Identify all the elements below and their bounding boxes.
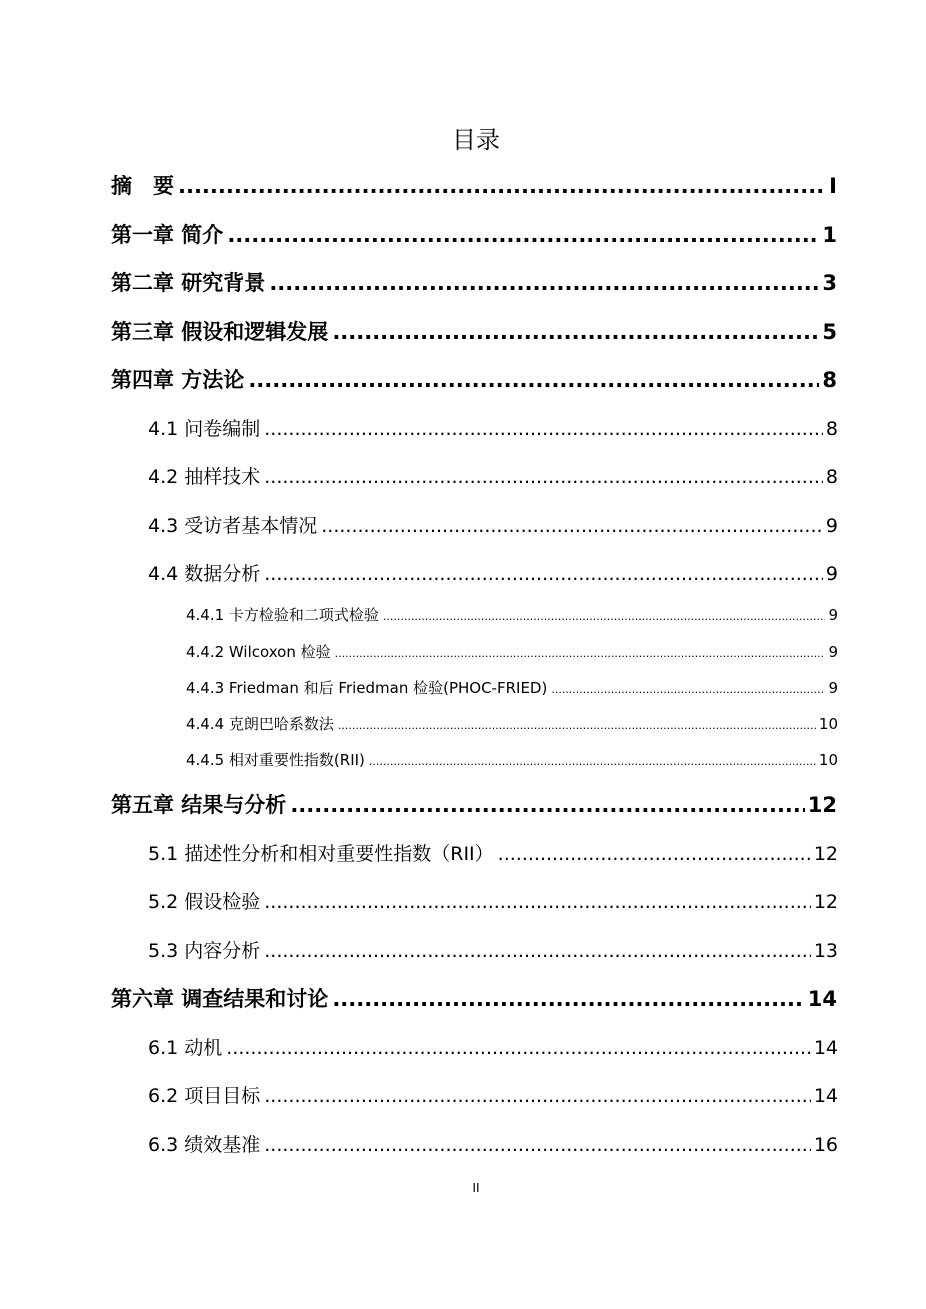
toc-entry-section-4-4-4[interactable] [186, 713, 838, 734]
toc-entry-section-4-3[interactable] [148, 511, 838, 538]
toc-leader-dots [269, 271, 819, 295]
toc-entry-label: 4.3 受访者基本情况 [148, 515, 318, 537]
toc-entry-page: 9 [828, 643, 838, 661]
toc-entry-label: 4.4.1 卡方检验和二项式检验 [186, 606, 379, 624]
toc-entry-label: 5.3 内容分析 [148, 940, 261, 962]
toc-entry-chapter-4[interactable] [111, 364, 837, 394]
toc-entry-label: 第五章 结果与分析 [111, 793, 287, 817]
toc-entry-page: 5 [822, 320, 837, 344]
toc-entry-page: 12 [813, 843, 838, 865]
toc-leader-dots [264, 1134, 811, 1156]
toc-entry-label: 4.4 数据分析 [148, 563, 261, 585]
toc-entry-section-4-4[interactable] [148, 559, 838, 586]
toc-leader-dots [248, 368, 819, 392]
toc-entry-label: 4.4.2 Wilcoxon 检验 [186, 643, 331, 661]
toc-entry-page: 8 [825, 466, 838, 488]
toc-leader-dots [264, 1085, 811, 1107]
toc-entry-label: 5.1 描述性分析和相对重要性指数（RII） [148, 843, 494, 865]
toc-leader-dots [264, 940, 811, 962]
toc-leader-dots [264, 466, 823, 488]
toc-leader-dots [332, 320, 819, 344]
toc-entry-page: 9 [825, 563, 838, 585]
toc-entry-page: 8 [822, 368, 837, 392]
toc-entry-section-4-1[interactable] [148, 414, 838, 441]
toc-entry-section-4-4-5[interactable] [186, 749, 838, 770]
toc-entry-page: 14 [807, 987, 837, 1011]
toc-entry-label: 4.2 抽样技术 [148, 466, 261, 488]
toc-entry-abstract[interactable] [111, 170, 837, 200]
toc-entry-label: 摘 要 [111, 174, 174, 198]
toc-entry-page: 16 [813, 1134, 838, 1156]
toc-leader-dots [290, 793, 804, 817]
toc-entry-chapter-2[interactable] [111, 267, 837, 297]
toc-leader-dots [226, 1037, 811, 1059]
toc-entry-section-6-2[interactable] [148, 1081, 838, 1108]
toc-leader-dots [551, 683, 825, 696]
toc-leader-dots [227, 223, 819, 247]
toc-entry-page: I [829, 174, 837, 198]
toc-entry-section-4-4-2[interactable] [186, 641, 838, 662]
toc-entry-label: 4.1 问卷编制 [148, 418, 261, 440]
toc-entry-section-6-3[interactable] [148, 1130, 838, 1157]
toc-entry-page: 9 [825, 515, 838, 537]
toc-entry-section-5-2[interactable] [148, 887, 838, 914]
toc-entry-page: 3 [822, 271, 837, 295]
toc-entry-page: 13 [813, 940, 838, 962]
toc-entry-chapter-5[interactable] [111, 789, 837, 819]
toc-entry-label: 4.4.4 克朗巴哈系数法 [186, 715, 334, 733]
toc-entry-page: 8 [825, 418, 838, 440]
toc-entry-page: 12 [807, 793, 837, 817]
toc-entry-chapter-3[interactable] [111, 316, 837, 346]
toc-leader-dots [321, 515, 823, 537]
toc-entry-label: 5.2 假设检验 [148, 891, 261, 913]
toc-leader-dots [332, 987, 804, 1011]
toc-title: 目录 [452, 126, 500, 154]
toc-entry-page: 9 [828, 606, 838, 624]
toc-leader-dots [383, 610, 826, 623]
toc-entry-page: 10 [818, 751, 838, 769]
toc-entry-chapter-6[interactable] [111, 983, 837, 1013]
toc-leader-dots [335, 647, 826, 660]
toc-entry-label: 第一章 简介 [111, 223, 224, 247]
toc-entry-section-6-1[interactable] [148, 1033, 838, 1060]
toc-entry-label: 第二章 研究背景 [111, 271, 266, 295]
toc-entry-label: 6.2 项目目标 [148, 1085, 261, 1107]
toc-entry-page: 14 [813, 1037, 838, 1059]
toc-entry-label: 4.4.5 相对重要性指数(RII) [186, 751, 365, 769]
toc-leader-dots [178, 174, 826, 198]
toc-entry-page: 12 [813, 891, 838, 913]
toc-leader-dots [264, 891, 811, 913]
toc-entry-page: 14 [813, 1085, 838, 1107]
toc-entry-label: 6.1 动机 [148, 1037, 223, 1059]
toc-leader-dots [338, 719, 816, 732]
toc-entry-label: 第四章 方法论 [111, 368, 245, 392]
toc-entry-section-4-4-3[interactable] [186, 677, 838, 698]
toc-entry-section-4-2[interactable] [148, 462, 838, 489]
toc-entry-section-4-4-1[interactable] [186, 604, 838, 625]
toc-entry-label: 第六章 调查结果和讨论 [111, 987, 329, 1011]
toc-entry-page: 9 [828, 679, 838, 697]
toc-leader-dots [369, 755, 816, 768]
toc-entry-page: 10 [818, 715, 838, 733]
toc-entry-chapter-1[interactable] [111, 219, 837, 249]
page-number: II [472, 1180, 480, 1195]
toc-entry-label: 第三章 假设和逻辑发展 [111, 320, 329, 344]
toc-entry-section-5-1[interactable] [148, 839, 838, 866]
toc-entry-label: 4.4.3 Friedman 和后 Friedman 检验(PHOC-FRIED) [186, 679, 548, 697]
toc-leader-dots [264, 418, 823, 440]
toc-leader-dots [264, 563, 823, 585]
toc-entry-page: 1 [822, 223, 837, 247]
toc-entry-label: 6.3 绩效基准 [148, 1134, 261, 1156]
toc-entry-section-5-3[interactable] [148, 936, 838, 963]
toc-leader-dots [498, 843, 811, 865]
